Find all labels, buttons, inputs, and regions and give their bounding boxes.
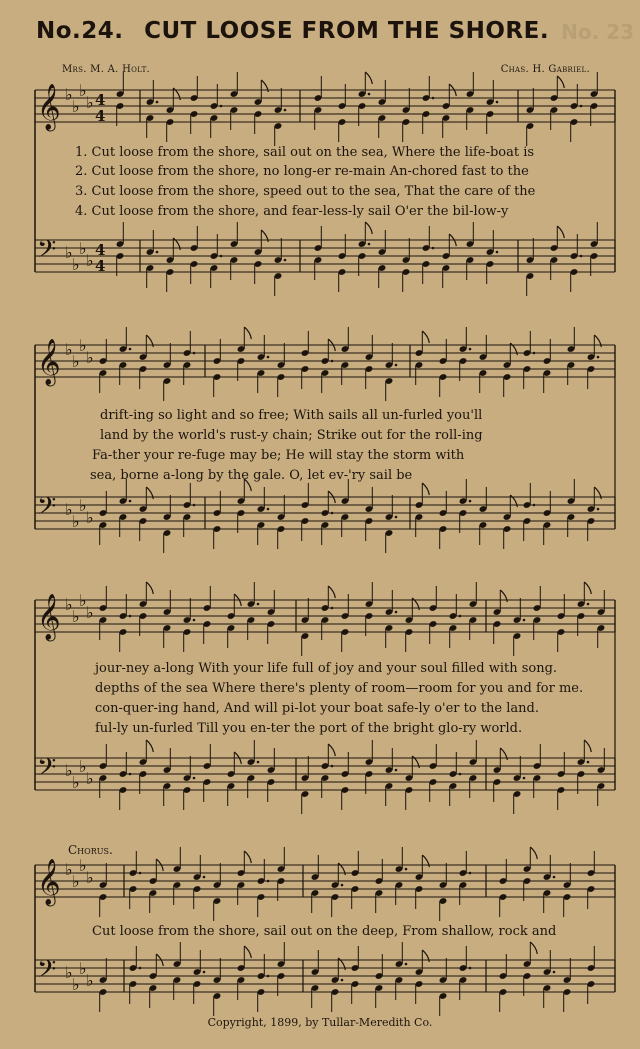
flat-sign: ♭ bbox=[86, 603, 94, 622]
dot bbox=[193, 504, 196, 507]
dot bbox=[129, 348, 132, 351]
dot bbox=[368, 93, 371, 96]
dot bbox=[368, 243, 371, 246]
dot bbox=[331, 512, 334, 515]
note-flag bbox=[328, 744, 335, 756]
flat-sign: ♭ bbox=[86, 251, 94, 270]
copyright-notice: Copyright, 1899, by Tullar-Meredith Co. bbox=[207, 1016, 433, 1029]
dot bbox=[580, 105, 583, 108]
note-flag bbox=[244, 327, 251, 339]
lyric-line: land by the world's rust-y chain; Strike out for the roll-ing bbox=[100, 428, 483, 443]
lyric-line: 2. Cut loose from the shore, no long-er re-main An-chored fast to the bbox=[75, 164, 529, 179]
dot bbox=[257, 603, 260, 606]
flat-sign: ♭ bbox=[72, 352, 80, 371]
note-flag bbox=[365, 72, 372, 84]
lyric-line: jour-ney a-long With your life full of joy and your soul filled with song. bbox=[95, 661, 558, 676]
dot bbox=[267, 356, 270, 359]
dot bbox=[129, 500, 132, 503]
note-flag bbox=[530, 942, 537, 954]
dot bbox=[156, 251, 159, 254]
flat-sign: ♭ bbox=[65, 340, 73, 359]
flat-sign: ♭ bbox=[65, 963, 73, 982]
dot bbox=[432, 247, 435, 250]
bass-clef: 𝄢 bbox=[37, 492, 57, 527]
flat-sign: ♭ bbox=[86, 769, 94, 788]
bass-clef: 𝄢 bbox=[37, 235, 57, 270]
note-flag bbox=[584, 740, 591, 752]
flat-sign: ♭ bbox=[79, 81, 87, 100]
dot bbox=[597, 356, 600, 359]
note-flag bbox=[530, 847, 537, 859]
bass-clef: 𝄢 bbox=[37, 955, 57, 990]
time-signature-top: 4 bbox=[95, 91, 106, 109]
dot bbox=[341, 884, 344, 887]
flat-sign: ♭ bbox=[65, 761, 73, 780]
flat-sign: ♭ bbox=[86, 868, 94, 887]
dot bbox=[553, 971, 556, 974]
dot bbox=[395, 769, 398, 772]
dot bbox=[469, 500, 472, 503]
note-flag bbox=[422, 483, 429, 495]
note-flag bbox=[557, 226, 564, 238]
note-flag bbox=[244, 946, 251, 958]
dot bbox=[395, 611, 398, 614]
dot bbox=[587, 761, 590, 764]
dot bbox=[156, 101, 159, 104]
dot bbox=[341, 979, 344, 982]
treble-clef: 𝄞 bbox=[37, 594, 61, 640]
flat-sign: ♭ bbox=[79, 856, 87, 875]
dot bbox=[267, 508, 270, 511]
flat-sign: ♭ bbox=[72, 773, 80, 792]
lyric-line: 3. Cut loose from the shore, speed out to the sea, That the care of the bbox=[75, 184, 536, 199]
flat-sign: ♭ bbox=[65, 243, 73, 262]
lyric-line: 1. Cut loose from the shore, sail out on the sea, Where the life-boat is bbox=[75, 145, 535, 160]
time-signature-bottom: 4 bbox=[95, 107, 106, 125]
flat-sign: ♭ bbox=[79, 336, 87, 355]
hymn-number: No.24. bbox=[36, 18, 124, 44]
dot bbox=[257, 761, 260, 764]
dot bbox=[496, 251, 499, 254]
dot bbox=[496, 101, 499, 104]
dot bbox=[139, 967, 142, 970]
time-signature-bottom: 4 bbox=[95, 257, 106, 275]
flat-sign: ♭ bbox=[86, 508, 94, 527]
dot bbox=[331, 360, 334, 363]
dot bbox=[220, 105, 223, 108]
flat-sign: ♭ bbox=[79, 496, 87, 515]
flat-sign: ♭ bbox=[86, 971, 94, 990]
dot bbox=[220, 255, 223, 258]
chorus-label: Chorus. bbox=[68, 843, 113, 857]
bass-clef: 𝄢 bbox=[37, 753, 57, 788]
dot bbox=[587, 603, 590, 606]
dot bbox=[193, 352, 196, 355]
dot bbox=[469, 967, 472, 970]
dot bbox=[129, 773, 132, 776]
dot bbox=[267, 880, 270, 883]
dot bbox=[553, 876, 556, 879]
dot bbox=[193, 777, 196, 780]
dot bbox=[469, 348, 472, 351]
flat-sign: ♭ bbox=[72, 97, 80, 116]
dot bbox=[395, 516, 398, 519]
lyricist-credit: Mrs. M. A. Holt. bbox=[62, 64, 151, 75]
dot bbox=[405, 868, 408, 871]
treble-clef: 𝄞 bbox=[37, 84, 61, 130]
note-flag bbox=[365, 222, 372, 234]
dot bbox=[432, 97, 435, 100]
dot bbox=[193, 619, 196, 622]
flat-sign: ♭ bbox=[65, 860, 73, 879]
lyric-line: Cut loose from the shore, sail out on the deep, From shallow, rock and bbox=[92, 924, 557, 939]
time-signature-top: 4 bbox=[95, 241, 106, 259]
note-flag bbox=[557, 76, 564, 88]
flat-sign: ♭ bbox=[72, 975, 80, 994]
dot bbox=[284, 259, 287, 262]
flat-sign: ♭ bbox=[79, 591, 87, 610]
dot bbox=[284, 109, 287, 112]
flat-sign: ♭ bbox=[65, 595, 73, 614]
dot bbox=[405, 963, 408, 966]
flat-sign: ♭ bbox=[79, 757, 87, 776]
note-flag bbox=[244, 851, 251, 863]
note-flag bbox=[422, 331, 429, 343]
hymn-title: CUT LOOSE FROM THE SHORE. bbox=[144, 18, 550, 44]
dot bbox=[469, 872, 472, 875]
flat-sign: ♭ bbox=[65, 85, 73, 104]
dot bbox=[331, 607, 334, 610]
dot bbox=[580, 255, 583, 258]
lyric-line: drift-ing so light and so free; With sails all un-furled you'll bbox=[100, 408, 483, 423]
note-flag bbox=[584, 582, 591, 594]
lyric-line: sea, borne a-long by the gale. O, let ev-'ry sail be bbox=[90, 468, 413, 483]
dot bbox=[459, 773, 462, 776]
lyric-line: depths of the sea Where there's plenty of room—room for you and for me. bbox=[95, 681, 584, 696]
dot bbox=[597, 508, 600, 511]
note-flag bbox=[328, 586, 335, 598]
flat-sign: ♭ bbox=[72, 255, 80, 274]
lyric-line: con-quer-ing hand, And will pi-lot your boat safe-ly o'er to the land. bbox=[95, 701, 539, 716]
dot bbox=[267, 975, 270, 978]
lyric-line: Fa-ther your re-fuge may be; He will stay the storm with bbox=[92, 448, 465, 463]
treble-clef: 𝄞 bbox=[37, 339, 61, 385]
flat-sign: ♭ bbox=[79, 959, 87, 978]
dot bbox=[459, 615, 462, 618]
composer-credit: Chas. H. Gabriel. bbox=[500, 64, 590, 75]
dot bbox=[139, 872, 142, 875]
dot bbox=[395, 364, 398, 367]
flat-sign: ♭ bbox=[86, 93, 94, 112]
dot bbox=[203, 971, 206, 974]
lyric-line: 4. Cut loose from the shore, and fear-less-ly sail O'er the bil-low-y bbox=[75, 204, 509, 219]
dot bbox=[523, 619, 526, 622]
flat-sign: ♭ bbox=[72, 607, 80, 626]
note-flag bbox=[146, 582, 153, 594]
flat-sign: ♭ bbox=[65, 500, 73, 519]
dot bbox=[203, 876, 206, 879]
dot bbox=[533, 504, 536, 507]
dot bbox=[331, 765, 334, 768]
dot bbox=[129, 615, 132, 618]
bleed-through-number: No. 23 bbox=[561, 20, 634, 44]
flat-sign: ♭ bbox=[72, 872, 80, 891]
note-flag bbox=[146, 740, 153, 752]
dot bbox=[533, 352, 536, 355]
flat-sign: ♭ bbox=[86, 348, 94, 367]
dot bbox=[523, 777, 526, 780]
lyric-line: ful-ly un-furled Till you en-ter the port of the bright glo-ry world. bbox=[95, 721, 523, 736]
flat-sign: ♭ bbox=[79, 239, 87, 258]
treble-clef: 𝄞 bbox=[37, 859, 61, 905]
flat-sign: ♭ bbox=[72, 512, 80, 531]
